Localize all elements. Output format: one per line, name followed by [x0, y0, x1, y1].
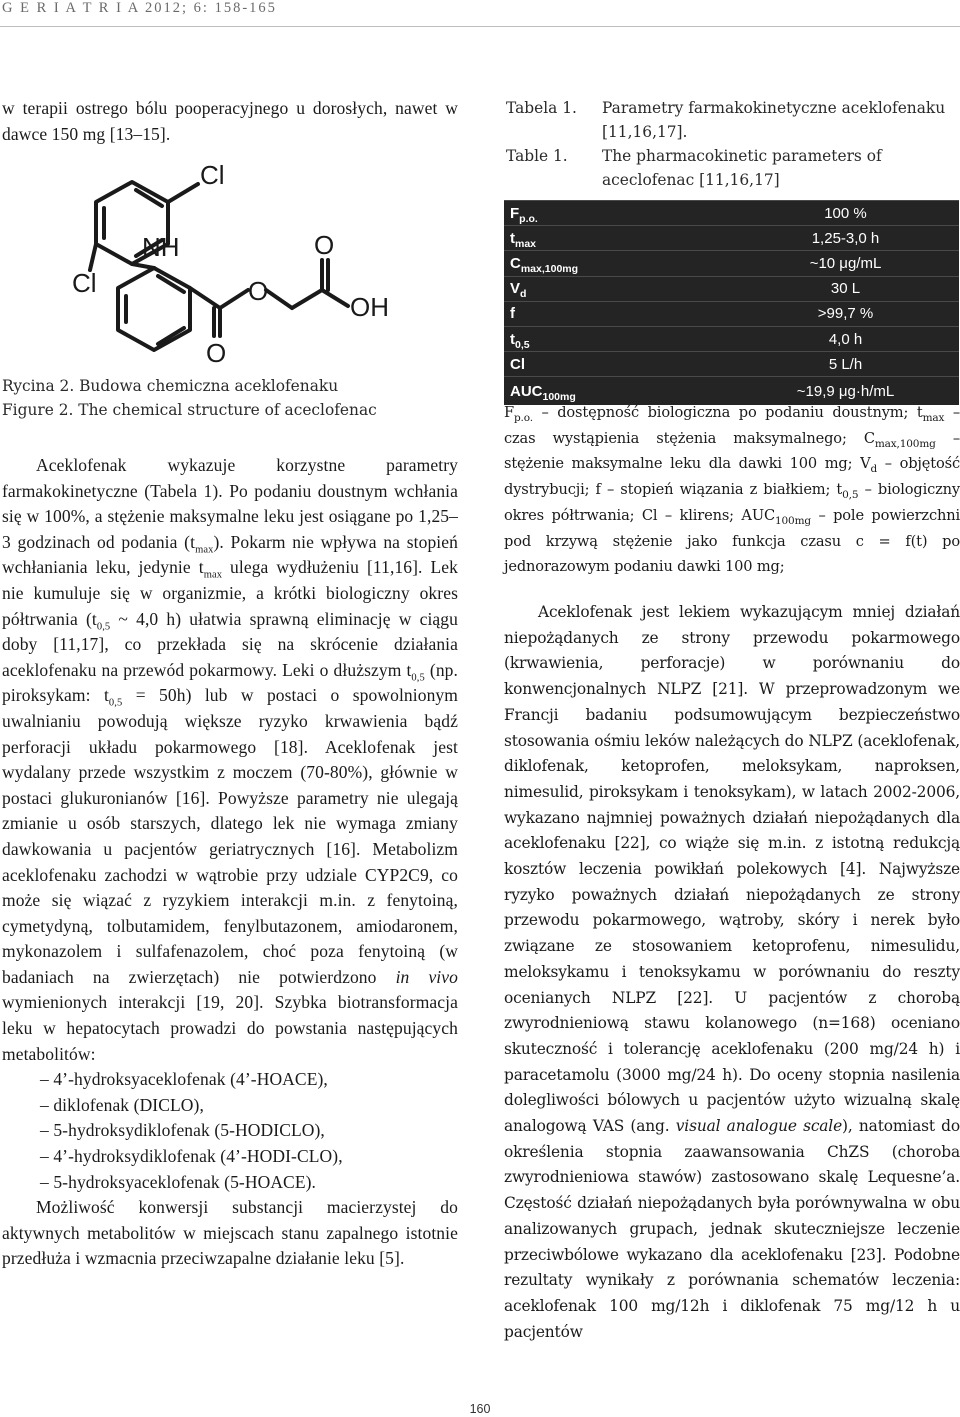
text-run: ulega wydłużeniu [11,16]. Lek nie kumuluje się w organizmie, a krótki biologiczny okres półtrwania (t: [2, 557, 458, 629]
parameter-symbol: [504, 276, 678, 301]
conversion-paragraph: Możliwość konwersji substancji macierzystej do aktywnych metabolitów w miejscach stanu zapalnego istotnie przedłuża i wzmacnia przeciwzapalne działanie leku [5].: [2, 1197, 458, 1269]
parameter-symbol: [504, 251, 678, 276]
subscript: p.o.: [513, 411, 533, 424]
aceclofenac-structure-figure: [70, 150, 410, 365]
table-caption-label: Tabela 1.: [506, 99, 577, 117]
text-run: wymienionych interakcji [19, 20]. Szybka biotransformacja leku w hepatocytach prowadzi do powstania następujących metabolitów:: [2, 992, 458, 1064]
symbol-subscript: max: [515, 237, 537, 250]
symbol-text: V: [510, 280, 521, 298]
list-item: – 5-hydroksyaceklofenak (5-HOACE).: [40, 1171, 317, 1192]
atom-oh: OH: [350, 292, 389, 322]
parameter-value: >99,7 %: [678, 301, 959, 326]
figure-caption: [2, 374, 377, 422]
text-run: ~ 4,0 h) ułatwia sprawną eliminację w ciągu doby [11,17], co przekłada się na skrócenie działania aceklofenaku na przewód pokarmowy. Leki o dłuższym t: [2, 608, 459, 680]
running-header: [0, 0, 960, 27]
table-caption: [506, 96, 960, 192]
symbol-text: t: [510, 229, 515, 247]
symbol-text: Cl: [510, 355, 525, 373]
symbol-subscript: d: [520, 288, 527, 301]
safety-paragraph: [504, 600, 960, 1345]
text-run: ). Pokarm nie wpływa na stopień wchłaniania leku, jedynie t: [2, 531, 458, 578]
table-caption-en: [506, 144, 960, 192]
subscript: 0,5: [842, 489, 859, 502]
table-caption-pl: [506, 96, 960, 144]
text-run: Aceklofenak wykazuje korzystne parametry farmakokinetyczne (Tabela 1). Po podaniu doustnym wchłania się w 100%, a stężenie maksymalne leku jest osiągane po 1,25–3 godzinach od podania (t: [2, 455, 458, 552]
table-row: [504, 276, 959, 301]
table-footnote: [504, 400, 960, 580]
figure-caption-en: Figure 2. The chemical structure of aceclofenac: [2, 401, 377, 419]
parameter-value: ~19,9 μg·h/mL: [678, 377, 959, 406]
lower-ring: [118, 268, 190, 350]
symbol-text: t: [510, 330, 515, 348]
list-item: – 5-hydroksydiklofenak (5-HODICLO),: [40, 1120, 325, 1141]
subscript: 0,5: [96, 621, 111, 633]
pharmacokinetics-paragraph: [2, 453, 458, 1067]
text-run: – pole powierzchni pod krzywą stężenie jako funkcja czasu c = f(t) po jednorazowym podaniu dawki 100 mg;: [504, 506, 960, 576]
pharmacokinetic-table: [504, 200, 959, 405]
subscript: max,100mg: [874, 437, 936, 450]
parameter-value: 4,0 h: [678, 326, 959, 351]
text-run: – biologiczny okres półtrwania; Cl – klirens; AUC: [504, 481, 960, 524]
parameter-symbol: [504, 226, 678, 251]
table-row: [504, 301, 959, 326]
subscript: max: [922, 411, 945, 424]
symbol-subscript: max,100mg: [520, 262, 579, 275]
subscript: d: [870, 463, 878, 476]
symbol-text: AUC: [510, 382, 543, 400]
parameter-symbol: [504, 352, 678, 377]
list-item: – diklofenak (DICLO),: [40, 1094, 204, 1115]
list-item: – 4’-hydroksyaceklofenak (4’-HOACE),: [40, 1069, 328, 1090]
atom-o-carbonyl-top: O: [314, 230, 335, 260]
table-row: [504, 352, 959, 377]
atom-o-ester: O: [248, 276, 269, 306]
symbol-subscript: p.o.: [519, 212, 538, 225]
text-run: – czas wystąpienia stężenia maksymalnego; C: [504, 404, 960, 447]
parameter-value: 30 L: [678, 276, 959, 301]
symbol-text: C: [510, 254, 521, 272]
subscript: 0,5: [411, 672, 425, 684]
text-run: F: [504, 404, 514, 421]
table-row: [504, 326, 959, 351]
symbol-text: f: [510, 305, 515, 323]
symbol-subscript: 0,5: [515, 338, 530, 351]
parameter-symbol: [504, 301, 678, 326]
intro-paragraph: w terapii ostrego bólu pooperacyjnego u dorosłych, nawet w dawce 150 mg [13–15].: [2, 98, 458, 144]
text-run: (np. piroksykam: t: [2, 659, 459, 706]
journal-running-head: G E R I A T R I A 2012; 6: 158-165: [2, 0, 277, 16]
text-run: ), natomiast do określenia stopnia zaawansowania ChZS (choroba zwyrodnieniowa stawów) zastosowano skalę Lequesne’a. Częstość działań niepożądanych była porównywalna w obu analizowanych grupach, jednak skuteczniejsze leczenie przeciwbólowe wykazano dla aceklofenaku [23]. Podobne rezultaty wynikały z porównania schematów leczenia: aceklofenak 100 mg/12h i diklofenak 75 mg/12 h u pacjentów: [504, 1117, 960, 1341]
symbol-subscript: 100mg: [542, 390, 576, 403]
subscript: 100mg: [774, 514, 811, 527]
subscript: max: [195, 544, 214, 556]
left-body-text: [2, 453, 458, 1272]
parameter-symbol: [504, 201, 678, 226]
atom-cl-left: Cl: [72, 268, 97, 298]
atom-o-carbonyl-bottom: O: [206, 338, 227, 365]
subscript: 0,5: [108, 697, 123, 709]
page-number: 160: [469, 1402, 491, 1416]
subscript: max: [203, 569, 223, 581]
list-item: – 4’-hydroksydiklofenak (4’-HODI-CLO),: [40, 1146, 343, 1167]
table-caption-text: The pharmacokinetic parameters of aceclofenac [11,16,17]: [602, 147, 882, 189]
parameter-value: 100 %: [678, 201, 959, 226]
atom-cl-top: Cl: [200, 160, 225, 190]
table-row: [504, 226, 959, 251]
table-row: [504, 251, 959, 276]
italic-term: in vivo: [395, 966, 458, 987]
table-row: [504, 201, 959, 226]
text-run: – objętość dystrybucji; f – stopień wiązania z białkiem; t: [504, 455, 960, 499]
parameter-value: 5 L/h: [678, 352, 959, 377]
parameter-value: ~10 μg/mL: [678, 251, 959, 276]
italic-term: visual analogue scale: [675, 1117, 843, 1136]
text-run: Aceklofenak jest lekiem wykazującym mniej działań niepożądanych ze strony przewodu pokarmowego (krwawienia, perforacje) w porównaniu do konwencjonalnych NLPZ [21]. W przeprowadzonym we Francji badaniu podsumowującym bezpieczeństwo stosowania ośmiu leków należących do NLPZ (aceklofenak, diklofenak, ketoprofen, meloksykam, naproksen, nimesulid, piroksykam i tenoksykam), w latach 2002-2006, wykazano najmniej poważnych działań niepożądanych dla aceklofenaku [22], co wiąże się m.in. z istotną redukcją kosztów leczenia powikłań polekowych [4]. Najwyższe ryzyko poważnych działań niepożądanych ze strony przewodu pokarmowego, wątroby, skóry i nerek było związane ze stosowaniem ketoprofenu, nimesulidu, meloksykamu i tenoksykamu w porównaniu do reszty ocenianych NLPZ [22]. U pacjentów z chorobą zwyrodnieniową stawu kolanowego (n=168) oceniano skuteczność i tolerancję aceklofenaku (200 mg/24 h) i paracetamolu (3000 mg/24 h). Do oceny stopnia nasilenia dolegliwości bólowych u pacjentów użyto wizualną skalę analogową VAS (ang.: [504, 603, 960, 1136]
text-run: – stężenie maksymalne leku dla dawki 100 mg; V: [504, 429, 960, 473]
symbol-text: F: [510, 204, 520, 222]
table-caption-label: Table 1.: [506, 147, 568, 165]
parameter-value: 1,25-3,0 h: [678, 226, 959, 251]
text-run: = 50h) lub w postaci o spowolnionym uwalnianiu powodują większe ryzyko krwawienia bądź perforacji układu pokarmowego [18]. Aceklofenak jest wydalany przede wszystkim z moczem (70-80%), głównie w postaci glukuronianów [16]. Powyższe parametry nie ulegają zmianie u osób starszych, dlatego lek nie wymaga zmiany dawkowania u pacjentów geriatrycznych [16]. Metabolizm aceklofenaku zachodzi w wątrobie przy udziale CYP2C9, co może się wiązać z ryzykiem interakcji m.in. z fenytoiną, cymetydyną, tolbutamidem, fenylbutazonem, amiodaronem, mykonazolem i sulfafenazolem, choć poza fenytoiną (w badaniach na zwierzętach) nie potwierdzono: [2, 685, 458, 987]
metabolite-list: [2, 1067, 458, 1195]
parameter-symbol: [504, 326, 678, 351]
figure-caption-pl: Rycina 2. Budowa chemiczna aceklofenaku: [2, 377, 339, 395]
text-run: – dostępność biologiczna po podaniu doustnym; t: [532, 404, 923, 421]
table-caption-text: Parametry farmakokinetyczne aceklofenaku [11,16,17].: [602, 99, 946, 141]
atom-nh: NH: [142, 232, 180, 262]
